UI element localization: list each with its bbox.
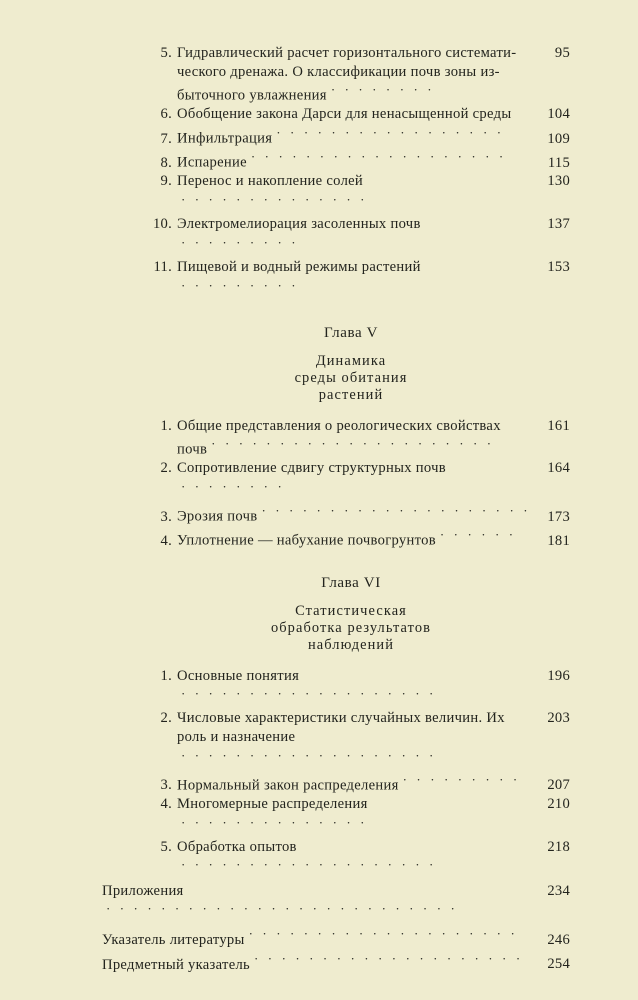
dot-leader: · · · · · · · · · · · · · · · · ·	[276, 124, 505, 140]
entry-number: 7.	[160, 130, 172, 147]
entry-page: 161	[547, 417, 570, 434]
entry-number: 4.	[160, 533, 172, 550]
toc-entry	[150, 502, 570, 526]
entry-title: Предметный указатель · · · · · · · · · · · · · · · · · · · ·	[102, 950, 524, 973]
chapter-title-line: Статистическая	[295, 602, 407, 619]
entry-title: Перенос и накопление солей· · · · · · · · · · · · · ·	[177, 172, 536, 215]
chapter-title-line: среды обитания	[294, 369, 408, 386]
dot-leader: · · · · · · · · ·	[181, 234, 299, 250]
entry-page: 207	[547, 777, 570, 794]
entry-page: 173	[547, 508, 570, 525]
dot-leader: · · · · · · · · · · · · · · · · · · ·	[181, 857, 437, 873]
dot-leader: · · · · · · · · · · · · · · · · · · · ·	[261, 503, 531, 519]
entry-title: Приложения· · · · · · · · · · · · · · · · · · · · · · · · · ·	[102, 882, 536, 925]
toc-entry	[102, 925, 570, 950]
chapter-title-v	[150, 353, 570, 404]
entry-number: 3.	[160, 777, 172, 794]
toc-entry	[150, 148, 570, 172]
entry-title: Уплотнение — набухание почвогрунтов · · · · · ·	[177, 527, 517, 550]
entry-number: 2.	[160, 460, 172, 477]
toc-entry	[150, 124, 570, 148]
entry-page: 246	[547, 931, 570, 948]
chapter-heading-vi: Глава VI	[321, 574, 381, 591]
entry-title: Электромелиорация засоленных почв· · · · · · · · ·	[177, 215, 536, 258]
entry-number: 4.	[160, 795, 172, 812]
chapter-title-line: обработка результатов	[270, 619, 432, 636]
toc-entry	[150, 459, 570, 502]
entry-title: Нормальный закон распределения · · · · · · · · ·	[177, 771, 521, 794]
entry-number: 5.	[160, 45, 172, 61]
entry-title: Многомерные распределения· · · · · · · · · · · · · ·	[177, 795, 536, 838]
entry-title: Указатель литературы · · · · · · · · · · · · · · · · · · · ·	[102, 925, 518, 948]
entry-page: 164	[547, 460, 570, 477]
dot-leader: · · · · · · · · ·	[402, 771, 521, 787]
entry-title: Пищевой и водный режимы растений· · · · · · · · ·	[177, 258, 536, 301]
entry-number: 2.	[160, 710, 172, 727]
entry-number: 3.	[160, 508, 172, 525]
entry-number: 1.	[160, 417, 172, 434]
entry-title: Обработка опытов· · · · · · · · · · · · · · · · · · ·	[177, 838, 536, 881]
toc-entry	[150, 172, 570, 215]
entry-page: 130	[547, 173, 570, 190]
dot-leader: · · · · · · · ·	[330, 82, 435, 98]
dot-leader: · · · · · · · · · · · · · ·	[181, 814, 368, 830]
dot-leader: · · · · · · · · · · · · · · · · · · ·	[250, 149, 507, 165]
toc-container	[102, 44, 570, 974]
entry-title: Числовые характеристики случайных величин. Их роль и назначение· · · · · · · · · · · · · · · · · · ·	[177, 709, 536, 770]
entry-page: 109	[547, 130, 570, 147]
toc-entry	[150, 258, 570, 301]
toc-entry	[150, 417, 570, 460]
dot-leader: · · · · · ·	[439, 527, 517, 543]
toc-entry	[150, 526, 570, 550]
toc-entry	[150, 105, 570, 124]
chapter-title-line: растений	[318, 386, 384, 403]
dot-leader: · · · · · · · · · · · · · · · · · · · ·	[254, 950, 524, 966]
entry-page: 234	[547, 882, 570, 899]
entry-page: 95	[554, 45, 570, 61]
entry-title: Инфильтрация · · · · · · · · · · · · · · · · ·	[177, 124, 505, 147]
dot-leader: · · · · · · · · · · · · · ·	[181, 191, 368, 207]
entry-title: Гидравлический расчет горизонтального системати- ческого дренажа. О классификации почв зоны из- быточного увлажнения · · · · · · · ·	[177, 45, 517, 104]
chapter-title-line: Динамика	[315, 352, 387, 369]
entry-page: 196	[547, 667, 570, 684]
entry-title: Испарение · · · · · · · · · · · · · · · · · · ·	[177, 149, 507, 171]
entry-title: Общие представления о реологических свойствах почв · · · · · · · · · · · · · · · · · · · · ·	[177, 417, 501, 458]
toc-section-chapter-v	[150, 417, 570, 551]
dot-leader: · · · · · · · · · · · · · · · · · · ·	[181, 686, 437, 702]
entry-number: 9.	[160, 173, 172, 190]
dot-leader: · · · · · · · · · · · · · · · · · · · ·	[248, 925, 518, 941]
entry-number: 10.	[153, 216, 172, 233]
toc-entry	[102, 882, 570, 925]
dot-leader: · · · · · · · · · · · · · · · · · · ·	[181, 747, 437, 763]
dot-leader: · · · · · · · · · · · · · · · · · · · · ·	[211, 436, 495, 452]
chapter-title-line: наблюдений	[307, 636, 395, 653]
entry-page: 218	[547, 838, 570, 855]
toc-entry	[150, 838, 570, 881]
dot-leader: · · · · · · · ·	[181, 479, 285, 495]
entry-page: 104	[547, 106, 570, 123]
entry-number: 11.	[153, 258, 172, 275]
toc-entry	[150, 215, 570, 258]
toc-entry	[150, 44, 570, 105]
entry-number: 6.	[160, 106, 172, 123]
entry-title: Эрозия почв · · · · · · · · · · · · · · · · · · · ·	[177, 503, 531, 525]
entry-title: Сопротивление сдвигу структурных почв· · · · · · · ·	[177, 459, 536, 502]
dot-leader: · · · · · · · · · · · · · · · · · · · · · · · · · ·	[106, 901, 458, 917]
entry-page: 203	[547, 710, 570, 727]
entry-page: 210	[547, 795, 570, 812]
toc-entry	[150, 771, 570, 795]
chapter-heading-v: Глава V	[323, 324, 378, 341]
entry-number: 5.	[160, 838, 172, 855]
entry-page: 153	[547, 258, 570, 275]
toc-section-top	[150, 44, 570, 301]
toc-entry	[102, 950, 570, 975]
toc-entry	[150, 667, 570, 710]
toc-section-back-matter	[102, 882, 570, 975]
entry-page: 115	[547, 154, 570, 171]
entry-number: 8.	[160, 154, 172, 171]
entry-number: 1.	[160, 667, 172, 684]
entry-page: 181	[547, 533, 570, 550]
entry-page: 254	[547, 956, 570, 973]
dot-leader: · · · · · · · · ·	[181, 277, 299, 293]
toc-section-chapter-vi	[150, 667, 570, 881]
chapter-title-vi	[150, 603, 570, 654]
entry-page: 137	[547, 216, 570, 233]
toc-entry	[150, 795, 570, 838]
toc-entry	[150, 709, 570, 770]
entry-title: Обобщение закона Дарси для ненасыщенной среды	[177, 106, 512, 123]
entry-title: Основные понятия· · · · · · · · · · · · · · · · · · ·	[177, 667, 536, 710]
